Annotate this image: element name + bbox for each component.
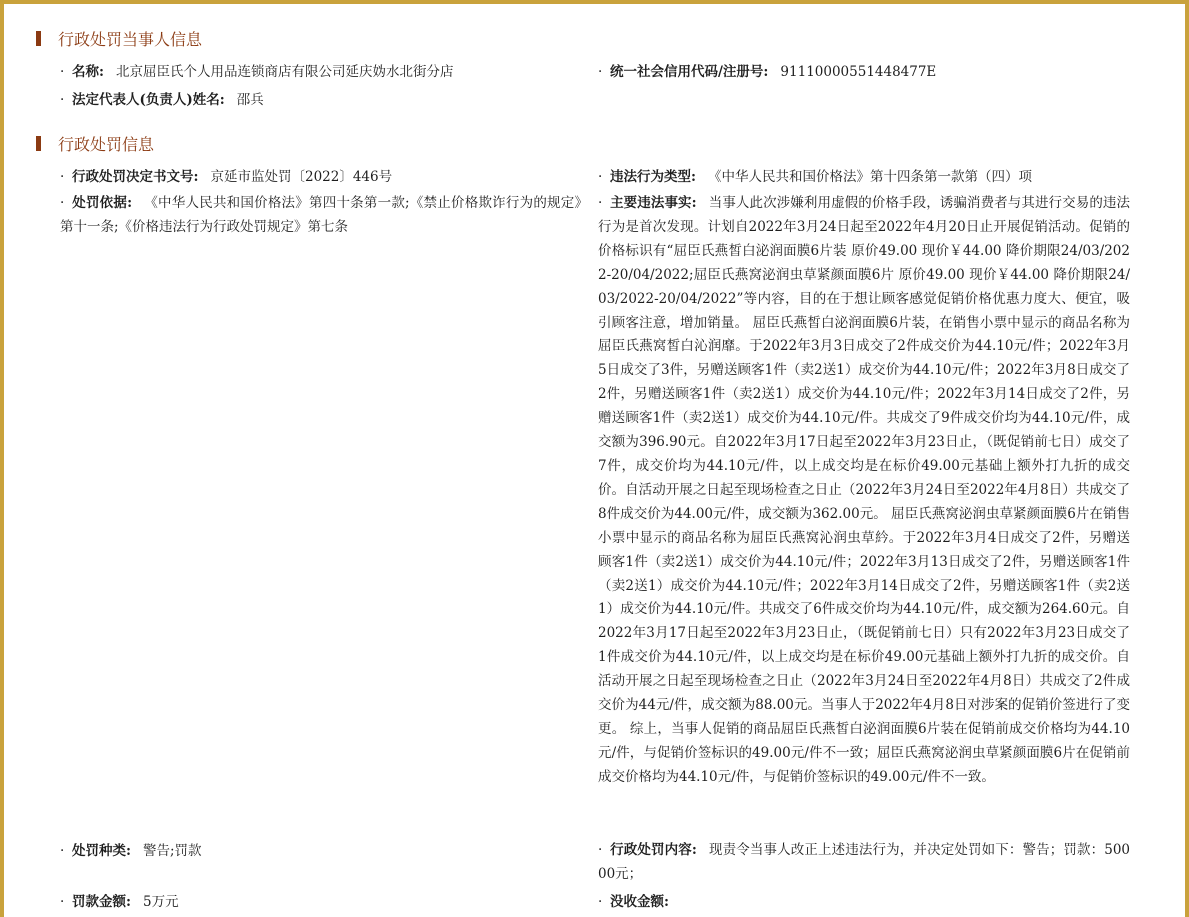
decision-doc-number-value: 京延市监处罚〔2022〕446号: [210, 169, 393, 185]
fine-amount-label: 罚款金额:: [72, 894, 131, 910]
legal-rep-label: 法定代表人(负责人)姓名:: [72, 92, 225, 108]
bullet-icon: ·: [598, 842, 603, 858]
section-marker-icon: [36, 136, 41, 151]
decision-doc-number-field: [60, 165, 392, 189]
penalty-kind-field: [60, 839, 202, 863]
bullet-icon: ·: [60, 64, 65, 80]
party-section-title: [36, 27, 202, 50]
party-name-field: [60, 60, 453, 84]
penalty-content-value: 现责令当事人改正上述违法行为，并决定处罚如下：警告；罚款：50000元；: [598, 842, 1130, 882]
party-section-title-text: 行政处罚当事人信息: [58, 30, 203, 49]
confiscation-amount-field: [598, 890, 681, 914]
legal-rep-value: 邵兵: [236, 92, 264, 108]
penalty-basis-label: 处罚依据:: [72, 195, 133, 211]
penalty-content-label: 行政处罚内容:: [610, 842, 697, 858]
bullet-icon: ·: [60, 894, 65, 910]
credit-code-value: 91110000551448477E: [780, 64, 937, 80]
section-marker-icon: [36, 31, 41, 46]
bullet-icon: ·: [60, 92, 65, 108]
main-facts-value: 当事人此次涉嫌利用虚假的价格手段，诱骗消费者与其进行交易的违法行为是首次发现。计划自2022年3月24日起至2022年4月20日止开展促销活动。促销的价格标识有“屈臣氏燕皙白泌润面膜6片装 原价49.00 现价￥44.00 降价期限24/03/2022-20/04/2022;屈臣氏燕窝泌润虫草紧颜面膜6片 原价49.00 现价￥44.00 降价期限24/03/2022-20/04/2022”等内容，目的在于想让顾客感觉促销价格优惠力度大、便宜，吸引顾客注意，增加销量。 屈臣氏燕皙白泌润面膜6片装，在销售小票中显示的商品名称为屈臣氏燕窝皙白沁润靡。于2022年3月3日成交了2件成交价为44.10元/件；2022年3月5日成交了3件，另赠送顾客1件（卖2送1）成交价为44.10元/件；2022年3月8日成交了2件，另赠送顾客1件（卖2送1）成交价为44.10元/件；2022年3月14日成交了2件，另赠送顾客1件（卖2送1）成交价为44.10元/件。共成交了9件成交价均为44.10元/件，成交额为396.90元。自2022年3月17日起至2022年3月23日止，（既促销前七日）成交了7件，成交价均为44.10元/件，以上成交均是在标价49.00元基础上额外打九折的成交价。自活动开展之日起至现场检查之日止（2022年3月24日至2022年4月8日）共成交了8件成交价为44.00元/件，成交额为362.00元。 屈臣氏燕窝泌润虫草紧颜面膜6片在销售小票中显示的商品名称为屈臣氏燕窝沁润虫草紟。于2022年3月4日成交了2件，另赠送顾客1件（卖2送1）成交价为44.10元/件；2022年3月13日成交了2件，另赠送顾客1件（卖2送1）成交价为44.10元/件；2022年3月14日成交了2件，另赠送顾客1件（卖2送1）成交价为44.10元/件。共成交了6件成交价均为44.10元/件，成交额为264.60元。自2022年3月17日起至2022年3月23日止，（既促销前七日）只有2022年3月23日成交了1件成交价为44.10元/件，以上成交均是在标价49.00元基础上额外打九折的成交价。自活动开展之日起至现场检查之日止（2022年3月24日至2022年4月8日）共成交了2件成交价为44元/件，成交额为88.00元。当事人于2022年4月8日对涉案的促销价签进行了变更。 综上，当事人促销的商品屈臣氏燕皙白泌润面膜6片装在促销前成交价格均为44.10元/件，与促销价签标识的49.00元/件不一致；屈臣氏燕窝泌润虫草紧颜面膜6片在促销前成交价格均为44.10元/件，与促销价签标识的49.00元/件不一致。: [598, 195, 1131, 785]
penalty-section-title-text: 行政处罚信息: [58, 135, 155, 154]
violation-type-field: [598, 165, 1032, 189]
penalty-kind-value: 警告;罚款: [142, 843, 202, 859]
party-name-label: 名称:: [72, 64, 104, 80]
legal-rep-field: [60, 88, 264, 112]
bullet-icon: ·: [60, 843, 65, 859]
credit-code-field: [598, 60, 936, 84]
credit-code-label: 统一社会信用代码/注册号:: [610, 64, 769, 80]
violation-type-label: 违法行为类型:: [610, 169, 696, 185]
main-facts-label: 主要违法事实:: [610, 195, 697, 211]
fine-amount-value: 5万元: [142, 894, 179, 910]
confiscation-amount-label: 没收金额:: [610, 894, 669, 910]
bullet-icon: ·: [598, 169, 603, 185]
bullet-icon: ·: [60, 195, 65, 211]
bullet-icon: ·: [60, 169, 65, 185]
violation-type-value: 《中华人民共和国价格法》第十四条第一款第（四）项: [707, 169, 1032, 185]
bullet-icon: ·: [598, 195, 603, 211]
decision-doc-number-label: 行政处罚决定书文号:: [72, 169, 199, 185]
party-name-value: 北京屈臣氏个人用品连锁商店有限公司延庆妫水北街分店: [115, 64, 454, 80]
main-facts-field: [598, 192, 1130, 790]
bullet-icon: ·: [598, 64, 603, 80]
penalty-kind-label: 处罚种类:: [72, 843, 131, 859]
fine-amount-field: [60, 890, 179, 914]
bullet-icon: ·: [598, 894, 603, 910]
penalty-content-field: [598, 839, 1130, 887]
penalty-basis-value: 《中华人民共和国价格法》第四十条第一款;《禁止价格欺诈行为的规定》第十一条;《价格违法行为行政处罚规定》第七条: [60, 195, 588, 235]
penalty-section-title: [36, 132, 154, 155]
penalty-basis-field: [60, 192, 588, 240]
